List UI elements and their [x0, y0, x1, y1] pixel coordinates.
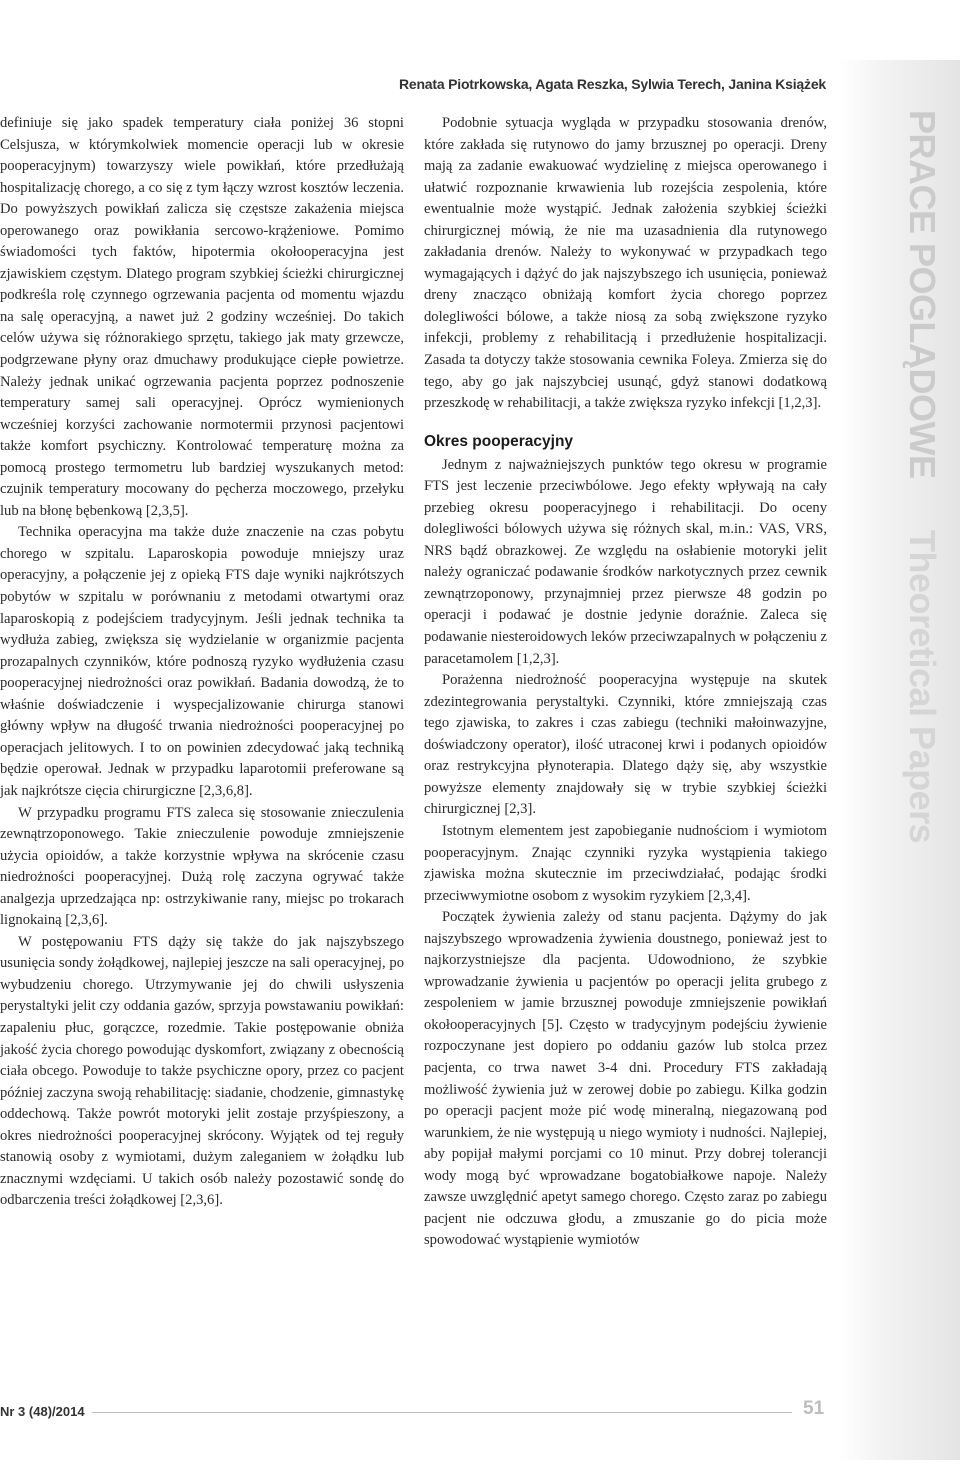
paragraph: Jednym z najważniejszych punktów tego okresu w programie FTS jest leczenie przeciwbólowe. Jego efekty wpływają na cały przebieg okresu pooperacyjnego i rehabilitacji. Do oceny dolegliwości bólowych używa się różnych skal, m.in.: VAS, VRS, NRS bądź obrazkowej. Ze względu na osłabienie motoryki jelit należy ograniczać podawanie środków narkotycznych przez cewnik zewnątrzoponowy, przynajmniej przez pierwsze 48 godzin po operacji i podawać je dostnie jedynie doraźnie. Zaleca się podawanie niesteroidowych leków przeciwzapalnych w połączeniu z paracetamolem [1,2,3].	[424, 456, 827, 667]
paragraph: Istotnym elementem jest zapobieganie nudnościom i wymiotom pooperacyjnym. Znając czynniki ryzyka wystąpienia takiego zjawiska można skutecznie im przeciwdziałać, podając środki przeciwwymiotne osobom z wysokim ryzykiem [2,3,4].	[424, 822, 827, 904]
side-section-title	[902, 110, 942, 843]
paragraph: Początek żywienia zależy od stanu pacjenta. Dążymy do jak najszybszego wprowadzenia żywienia doustnego, ponieważ jest to najkorzystniejsze dla pacjenta. Udowodniono, że szybkie wprowadzanie żywienia u pacjentów po operacji jelita grubego z zespoleniem w jamie brzusznej powoduje zmniejszenie powikłań okołooperacyjnych [5]. Często w tradycyjnym podejściu żywienie rozpoczynane jest dopiero po oddaniu gazów lub stolca przez pacjenta, co trwa nawet 3-4 dni. Procedury FTS zakładają możliwość żywienia już w zerowej dobie po zabiegu. Kilka godzin po operacji pacjent może pić wodę mineralną, niegazowaną pod warunkiem, że nie występują u niego wymioty i nudności. Najlepiej, aby popijał małymi porcjami co 10 minut. Przy dobrej tolerancji wody mogą być wprowadzane bogatobiałkowe napoje. Należy zawsze uwzględnić apetyt samego chorego. Często zaraz po zabiegu pacjent nie odczuwa głodu, a zmuszanie go do picia może spowodować wystąpienie wymiotów	[424, 909, 827, 1249]
running-header-authors: Renata Piotrkowska, Agata Reszka, Sylwia Terech, Janina Książek	[398, 76, 826, 92]
paragraph: W przypadku programu FTS zaleca się stosowanie znieczulenia zewnątrzoponowego. Takie znieczulenie powoduje zmniejszenie użycia opioidów, a także korzystnie wpływa na skrócenie czasu niedrożności pooperacyjnej. Dużą rolę zaczyna ogrywać także analgezja uprzedzająca np: ostrzykiwanie rany, miejsc po trokarach lignokainą [2,3,6].	[0, 804, 404, 929]
right-column	[424, 113, 827, 1252]
paragraph: definiuje się jako spadek temperatury ciała poniżej 36 stopni Celsjusza, w którymkolwiek momencie operacji lub w okresie pooperacyjnym) towarzyszy wiele powikłań, które przedłużają hospitalizację chorego, a co się z tym łączy wzrost kosztów leczenia. Do powyższych powikłań zalicza się częstsze zakażenia miejsca operowanego oraz powikłania sercowo-krążeniowe. Pomimo świadomości tych faktów, hipotermia okołooperacyjna jest zjawiskiem częstym. Dlatego program szybkiej ścieżki chirurgicznej podkreśla rolę czynnego ogrzewania pacjenta od momentu wjazdu na salę operacyjną, a nawet już 2 godziny wcześniej. Do takich celów używa się różnorakiego sprzętu, takiego jak maty grzewcze, podgrzewane płyny oraz dmuchawy produkujące ciepłe powietrze. Należy jednak unikać ogrzewania pacjenta poprzez podnoszenie temperatury samej sali operacyjnej. Oprócz wymienionych wcześniej korzyści zachowanie normotermii przynosi pacjentowi także komfort psychiczny. Kontrolować temperaturę można za pomocą prostego termometru lub bardziej wyszukanych metod: czujnik temperatury mocowany do pęcherza moczowego, przełyku lub na błonę bębenkową [2,3,5].	[0, 115, 404, 519]
footer-rule	[92, 1412, 792, 1413]
paragraph: Porażenna niedrożność pooperacyjna występuje na skutek zdezintegrowania perystaltyki. Czynniki, które zmniejszają czas tego zjawiska, to zakres i czas zabiegu (techniki małoinwazyjne, doświadczony operator), ilość utraconej krwi i podanych opioidów oraz restrykcyjna płynoterapia. Dlatego dąży się, aby wszystkie powyższe elementy znajdowały się w trybie szybkiej ścieżki chirurgicznej [2,3].	[424, 672, 827, 818]
left-column	[0, 113, 404, 1212]
paragraph: W postępowaniu FTS dąży się także do jak najszybszego usunięcia sondy żołądkowej, najlepiej jeszcze na sali operacyjnej, po wybudzeniu chorego. Utrzymywanie jej do chwili usłyszenia perystaltyki jelit czy oddania gazów, sprzyja powstawaniu powikłań: zapaleniu płuc, gorączce, rozedmie. Takie postępowanie obniża jakość życia chorego powodując dyskomfort, związany z obecnością ciała obcego. Powoduje to także psychiczne opory, przez co pacjent później zaczyna swoją rehabilitację: siadanie, chodzenie, gimnastykę oddechową. Także powrót motoryki jelit zostaje przyśpieszony, a okres niedrożności pooperacyjnej skrócony. Wyjątek od tej reguły stanowią osoby z wymiotami, dużym zaleganiem w żołądku lub znacznymi wzdęciami. U takich osób należy pozostawić sondę do odbarczenia treści żołądkowej [2,3,6].	[0, 933, 404, 1209]
section-title-pl: PRACE POGLĄDOWE	[902, 110, 943, 479]
paragraph: Podobnie sytuacja wygląda w przypadku stosowania drenów, które zakłada się rutynowo do jamy brzusznej po operacji. Dreny mają za zadanie ewakuować wydzielinę z miejsca operowanego i ułatwić rozpoznanie krwawienia lub rozejścia zespolenia, które ewentualnie może wystąpić. Jednak założenia szybkiej ścieżki chirurgicznej mówią, że nie ma uzasadnienia dla rutynowego zakładania drenów. Należy to wykonywać w przypadkach tego wymagających i dążyć do jak najszybszego ich usunięcia, ponieważ dreny znacząco obniżają komfort życia chorego poprzez dolegliwości bólowe, a także niosą za sobą zwiększone ryzyko infekcji, problemy z rehabilitacją i przedłużenie hospitalizacji. Zasada ta dotyczy także stosowania cewnika Foleya. Zmierza się do tego, aby go jak najszybciej usunąć, gdyż stanowi dodatkową przeszkodę w rehabilitacji, a także zwiększa ryzyko infekcji [1,2,3].	[424, 115, 827, 412]
paragraph: Technika operacyjna ma także duże znaczenie na czas pobytu chorego w szpitalu. Laparoskopia powoduje mniejszy uraz operacyjny, a połączenie jej z opieką FTS daje wyniki najkrótszych pobytów w szpitalu w porównaniu z metodami otwartymi oraz laparoskopią z podejściem tradycyjnym. Jeśli jednak technika ta wydłuża zabieg, zwiększa się wydzielanie w organizmie pacjenta prozapalnych czynników, które podnoszą ryzyko wydłużenia czasu pooperacyjnej niedrożności oraz powikłań. Badania dowodzą, że to właśnie doświadczenie i wyspecjalizowanie chirurga stanowi główny wpływ na długość trwania niedrożności pooperacyjnej po operacjach jelitowych. I to on powinien zdecydować jaką techniką będzie operował. Jednak w przypadku laparotomii preferowane są jak najkrótsze cięcia chirurgiczne [2,3,6,8].	[0, 524, 404, 799]
page-number: 51	[803, 1398, 825, 1419]
section-title-en: Theoretical Papers	[902, 530, 943, 844]
issue-label: Nr 3 (48)/2014	[0, 1404, 85, 1419]
section-heading: Okres pooperacyjny	[424, 432, 574, 450]
